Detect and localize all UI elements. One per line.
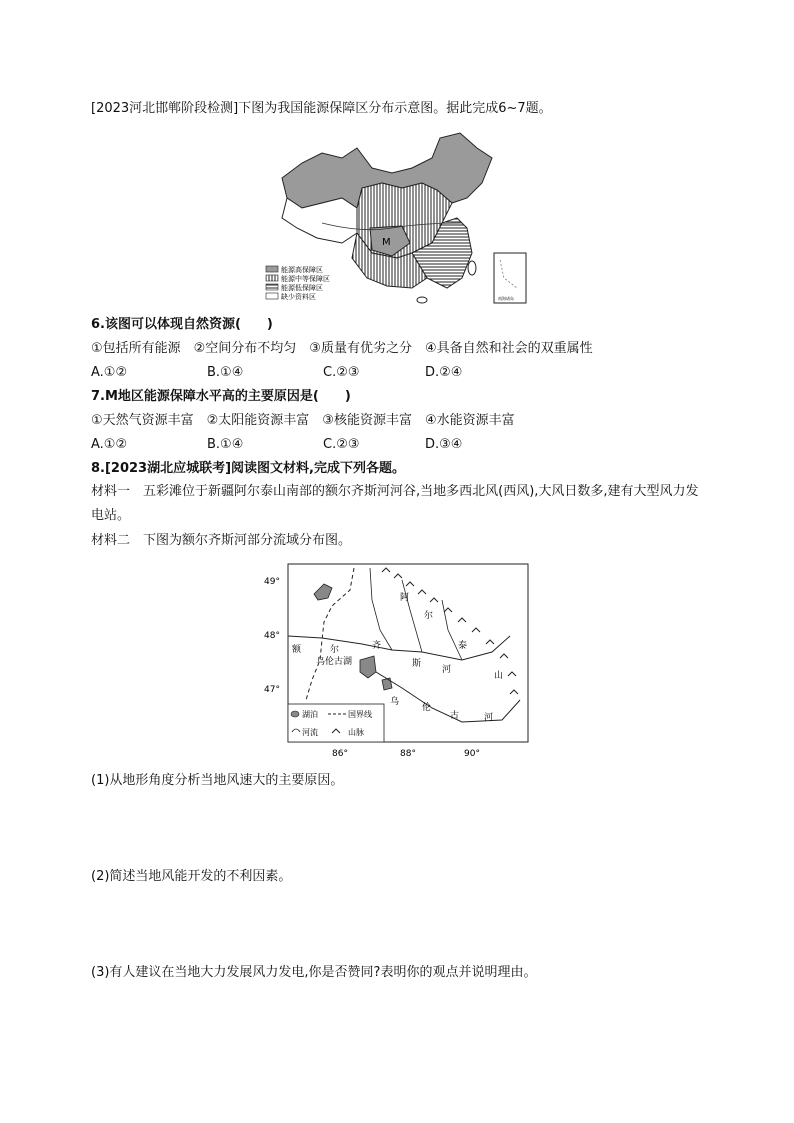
china-energy-map — [262, 128, 532, 308]
q8-stem: 8.[2023湖北应城联考]阅读图文材料,完成下列各题。 — [91, 461, 405, 476]
q6-stem: 6.该图可以体现自然资源( ) — [91, 317, 273, 332]
lake-label: 乌伦古湖 — [316, 657, 353, 667]
q7-option-d[interactable]: D.③④ — [425, 437, 463, 452]
svg-text:斯: 斯 — [412, 659, 422, 669]
svg-text:山: 山 — [494, 671, 504, 681]
lat-label-47: 47° — [264, 685, 280, 695]
q6-option-a[interactable]: A.①② — [91, 365, 128, 380]
svg-text:河: 河 — [484, 713, 494, 723]
q6-option-d[interactable]: D.②④ — [425, 365, 463, 380]
irtysh-basin-map — [262, 560, 534, 762]
intro-text: [2023河北邯郸阶段检测]下图为我国能源保障区分布示意图。据此完成6~7题。 — [91, 101, 552, 116]
svg-text:缺少资料区: 缺少资料区 — [281, 293, 316, 301]
svg-text:伦: 伦 — [422, 703, 432, 713]
lake-small — [382, 678, 392, 690]
svg-text:能源低保障区: 能源低保障区 — [281, 284, 323, 292]
m-label: M — [382, 237, 391, 248]
svg-text:国界线: 国界线 — [348, 710, 372, 719]
svg-text:能源高保障区: 能源高保障区 — [281, 266, 323, 274]
svg-text:泰: 泰 — [458, 641, 468, 651]
svg-text:古: 古 — [450, 711, 460, 721]
lat-label-48: 48° — [264, 631, 280, 641]
q8-sub-3: (3)有人建议在当地大力发展风力发电,你是否赞同?表明你的观点并说明理由。 — [91, 965, 537, 980]
q8-material-2: 材料二 下图为额尔齐斯河部分流域分布图。 — [91, 533, 352, 548]
svg-text:山脉: 山脉 — [348, 728, 364, 737]
q7-option-c[interactable]: C.②③ — [323, 437, 360, 452]
q7-stem: 7.M地区能源保障水平高的主要原因是( ) — [91, 389, 351, 404]
lat-label-49: 49° — [264, 577, 280, 587]
map2-legend — [288, 704, 384, 742]
svg-text:阿: 阿 — [400, 593, 410, 603]
lon-label-90: 90° — [464, 749, 480, 759]
no-data-zone — [282, 198, 357, 243]
svg-text:尔: 尔 — [330, 645, 340, 655]
q7-option-a[interactable]: A.①② — [91, 437, 128, 452]
svg-text:尔: 尔 — [424, 611, 434, 621]
q6-option-b[interactable]: B.①④ — [207, 365, 244, 380]
q6-option-c[interactable]: C.②③ — [323, 365, 360, 380]
lon-label-88: 88° — [400, 749, 416, 759]
q6-statements: ①包括所有能源 ②空间分布不均匀 ③质量有优劣之分 ④具备自然和社会的双重属性 — [91, 341, 593, 356]
lon-label-86: 86° — [332, 749, 348, 759]
q8-material-1: 材料一 五彩滩位于新疆阿尔泰山南部的额尔齐斯河河谷,当地多西北风(西风),大风日数多,建有大型风力发电站。 — [91, 484, 699, 523]
q7-option-b[interactable]: B.①④ — [207, 437, 244, 452]
svg-text:河: 河 — [442, 665, 452, 675]
svg-text:河流: 河流 — [302, 728, 318, 737]
q8-sub-1: (1)从地形角度分析当地风速大的主要原因。 — [91, 773, 344, 788]
svg-text:齐: 齐 — [372, 641, 382, 651]
q8-sub-2: (2)简述当地风能开发的不利因素。 — [91, 869, 292, 884]
q7-statements: ①天然气资源丰富 ②太阳能资源丰富 ③核能资源丰富 ④水能资源丰富 — [91, 413, 515, 428]
map1-legend — [266, 265, 330, 301]
inset-label: 南海诸岛 — [498, 296, 514, 301]
svg-text:额: 额 — [292, 645, 302, 655]
svg-text:能源中等保障区: 能源中等保障区 — [281, 275, 330, 283]
svg-text:湖泊: 湖泊 — [302, 710, 318, 719]
svg-text:乌: 乌 — [390, 697, 400, 707]
